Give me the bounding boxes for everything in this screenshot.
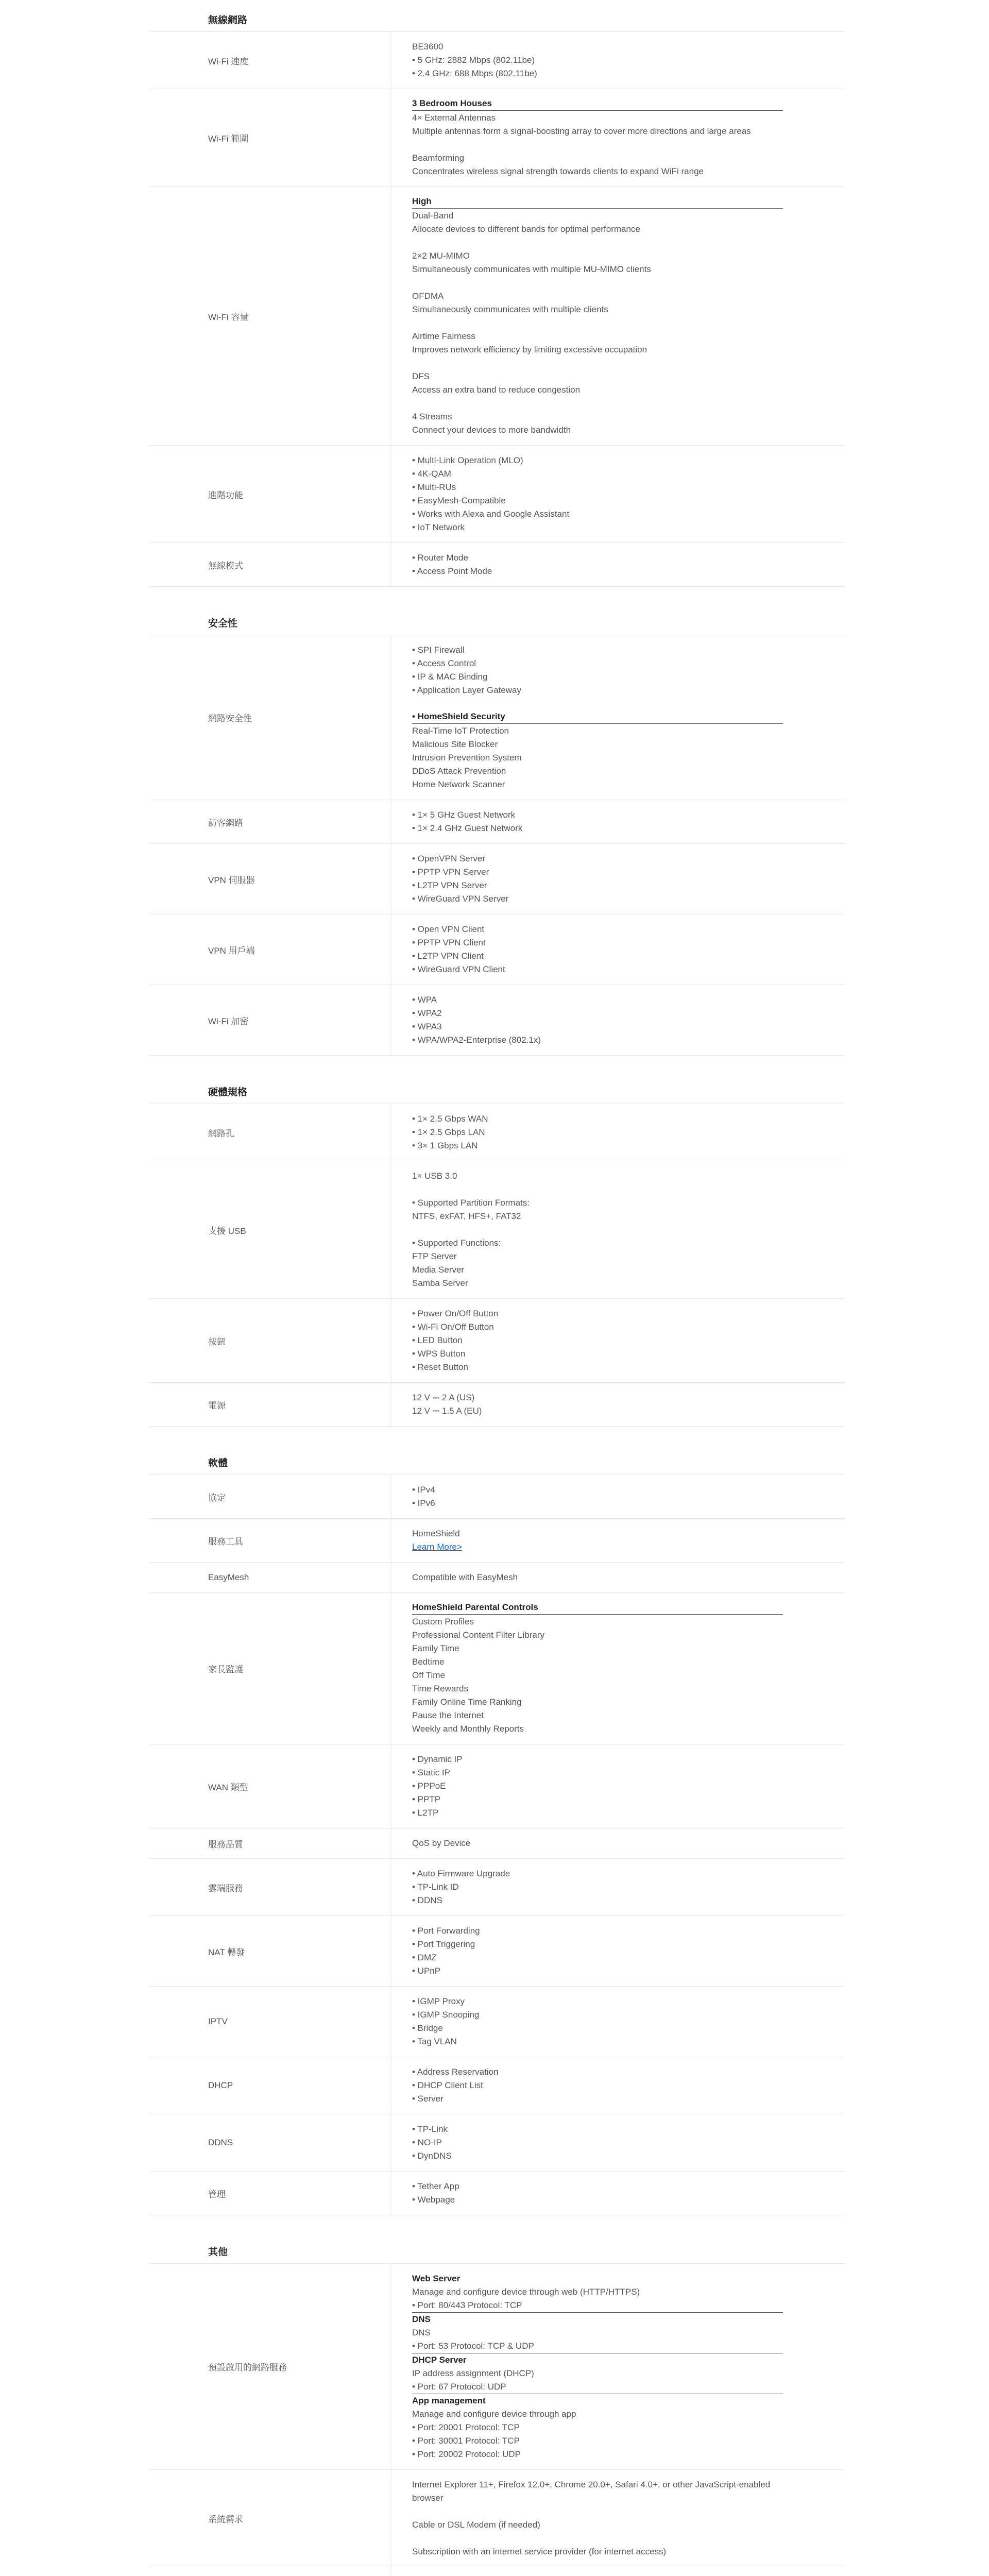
spec-row bbox=[149, 1593, 845, 1744]
spec-label: VPN 伺服器 bbox=[149, 844, 391, 914]
spec-value-line: Airtime Fairness bbox=[412, 331, 475, 341]
spec-value-line: • PPTP bbox=[412, 1794, 441, 1804]
section-title: 安全性 bbox=[149, 608, 845, 635]
blank-line bbox=[412, 1183, 783, 1196]
blank-line bbox=[412, 2532, 783, 2545]
spec-value bbox=[391, 1563, 845, 1592]
spec-value-line: • Address Reservation bbox=[412, 2067, 499, 2077]
spec-row bbox=[149, 914, 845, 985]
spec-value-line: • UPnP bbox=[412, 1966, 441, 1976]
spec-label: 協定 bbox=[149, 1475, 391, 1518]
spec-value bbox=[391, 1299, 845, 1382]
spec-row bbox=[149, 800, 845, 844]
spec-row bbox=[149, 844, 845, 914]
spec-value-line: • PPTP VPN Server bbox=[412, 867, 489, 877]
spec-value-line: Access an extra band to reduce congestion bbox=[412, 385, 581, 395]
spec-value-line: • 1× 2.5 Gbps WAN bbox=[412, 1114, 488, 1124]
spec-value bbox=[391, 844, 845, 914]
spec-label: VPN 用戶端 bbox=[149, 914, 391, 985]
spec-label: 無線模式 bbox=[149, 543, 391, 586]
spec-value-line: • Supported Functions: bbox=[412, 1238, 501, 1248]
blank-line bbox=[412, 236, 783, 249]
spec-value-line: NTFS, exFAT, HFS+, FAT32 bbox=[412, 1211, 521, 1221]
spec-value bbox=[391, 2567, 845, 2576]
spec-value-line: • Supported Partition Formats: bbox=[412, 1198, 530, 1208]
spec-value-line: • Access Control bbox=[412, 658, 476, 668]
spec-value-line: Weekly and Monthly Reports bbox=[412, 1724, 524, 1734]
spec-row bbox=[149, 1916, 845, 1987]
spec-value bbox=[391, 1475, 845, 1518]
spec-value-line: • Server bbox=[412, 2094, 444, 2104]
spec-row bbox=[149, 543, 845, 587]
spec-value bbox=[391, 800, 845, 843]
spec-value-line: • LED Button bbox=[412, 1335, 463, 1345]
section-title: 無線網路 bbox=[149, 5, 845, 32]
spec-value-line: FTP Server bbox=[412, 1251, 457, 1261]
spec-value-line: • Bridge bbox=[412, 2023, 443, 2033]
spec-label: WAN 類型 bbox=[149, 1744, 391, 1828]
spec-label: 電源 bbox=[149, 1383, 391, 1426]
spec-value bbox=[391, 2172, 845, 2215]
spec-value-line: • TP-Link ID bbox=[412, 1882, 459, 1892]
blank-line bbox=[412, 316, 783, 330]
blank-line bbox=[412, 357, 783, 370]
spec-value-line: • DDNS bbox=[412, 1895, 442, 1905]
spec-value-line: DNS bbox=[412, 2328, 431, 2337]
spec-row bbox=[149, 2057, 845, 2114]
value-heading: High bbox=[412, 195, 783, 209]
spec-value-line: • Multi-RUs bbox=[412, 482, 456, 492]
spec-value-line: Allocate devices to different bands for optimal performance bbox=[412, 224, 640, 234]
spec-value-line: • PPTP VPN Client bbox=[412, 938, 486, 947]
value-heading: App management bbox=[412, 2396, 486, 2405]
spec-label: 按鈕 bbox=[149, 1299, 391, 1382]
spec-value bbox=[391, 2264, 845, 2469]
spec-value-line: • OpenVPN Server bbox=[412, 854, 486, 863]
spec-value-line: Family Time bbox=[412, 1643, 459, 1653]
spec-value bbox=[391, 1104, 845, 1161]
spec-value-line: 2×2 MU-MIMO bbox=[412, 251, 470, 261]
spec-value-line: Time Rewards bbox=[412, 1684, 468, 1693]
value-heading: Web Server bbox=[412, 2274, 461, 2283]
spec-row bbox=[149, 1859, 845, 1916]
value-heading: DNS bbox=[412, 2314, 431, 2324]
spec-row bbox=[149, 2567, 845, 2576]
spec-row bbox=[149, 1475, 845, 1519]
spec-label: DHCP bbox=[149, 2057, 391, 2114]
spec-value-line: • Application Layer Gateway bbox=[412, 685, 521, 695]
spec-value-line: • Port: 67 Protocol: UDP bbox=[412, 2380, 783, 2394]
spec-value-line: • EasyMesh-Compatible bbox=[412, 496, 506, 505]
spec-value-line: 4 Streams bbox=[412, 412, 452, 421]
spec-value-line: • WireGuard VPN Client bbox=[412, 964, 505, 974]
spec-value-line: • Port: 20001 Protocol: TCP bbox=[412, 2422, 520, 2432]
spec-value bbox=[391, 1828, 845, 1858]
spec-row bbox=[149, 1299, 845, 1383]
spec-value-line: • Port: 20002 Protocol: UDP bbox=[412, 2449, 521, 2459]
spec-value-line: Malicious Site Blocker bbox=[412, 739, 498, 749]
spec-value-line: Improves network efficiency by limiting excessive occupation bbox=[412, 345, 647, 354]
spec-label: 系統需求 bbox=[149, 2470, 391, 2567]
blank-line bbox=[412, 1223, 783, 1236]
spec-value-line: • Router Mode bbox=[412, 553, 468, 563]
value-heading: HomeShield Parental Controls bbox=[412, 1601, 783, 1615]
spec-value-line: • IPv4 bbox=[412, 1485, 435, 1495]
spec-row bbox=[149, 1519, 845, 1563]
spec-label: 雲端服務 bbox=[149, 1859, 391, 1916]
spec-value-line: • WPA2 bbox=[412, 1008, 442, 1018]
spec-label: 預設啟用的網路服務 bbox=[149, 2264, 391, 2469]
spec-value bbox=[391, 2057, 845, 2114]
spec-value-line: • Port Forwarding bbox=[412, 1926, 480, 1936]
spec-value-line: • SPI Firewall bbox=[412, 645, 465, 655]
spec-value-line: • Port: 30001 Protocol: TCP bbox=[412, 2436, 520, 2446]
spec-row bbox=[149, 32, 845, 89]
blank-line bbox=[412, 697, 783, 710]
spec-row bbox=[149, 446, 845, 543]
spec-row bbox=[149, 89, 845, 187]
spec-value-line bbox=[412, 2575, 783, 2576]
spec-value bbox=[391, 1916, 845, 1986]
spec-value bbox=[391, 446, 845, 543]
spec-value-line: Simultaneously communicates with multiple MU-MIMO clients bbox=[412, 264, 651, 274]
spec-value-line: Subscription with an internet service provider (for internet access) bbox=[412, 2547, 667, 2556]
spec-value-line: IP address assignment (DHCP) bbox=[412, 2368, 534, 2378]
spec-value-line: Real-Time IoT Protection bbox=[412, 726, 509, 736]
spec-value bbox=[391, 1593, 845, 1744]
spec-value-line: Beamforming bbox=[412, 153, 465, 163]
spec-value-line: Manage and configure device through web (HTTP/HTTPS) bbox=[412, 2287, 640, 2297]
spec-label: 網路安全性 bbox=[149, 635, 391, 800]
spec-value-line: Home Network Scanner bbox=[412, 779, 505, 789]
spec-value-line: Intrusion Prevention System bbox=[412, 753, 522, 762]
spec-label: 訪客網路 bbox=[149, 800, 391, 843]
spec-value-line: QoS by Device bbox=[412, 1838, 471, 1848]
spec-value-line: • IP & MAC Binding bbox=[412, 672, 488, 682]
spec-value-line: Manage and configure device through app bbox=[412, 2409, 576, 2419]
spec-value bbox=[391, 1987, 845, 2057]
spec-label: DDNS bbox=[149, 2114, 391, 2171]
spec-value-line: • WPA bbox=[412, 995, 437, 1005]
spec-row bbox=[149, 1104, 845, 1161]
spec-label: 管理 bbox=[149, 2172, 391, 2215]
spec-value bbox=[391, 2114, 845, 2171]
spec-row bbox=[149, 1383, 845, 1427]
section-title: 硬體規格 bbox=[149, 1077, 845, 1104]
section-title: 其他 bbox=[149, 2237, 845, 2264]
spec-value-line: • 5 GHz: 2882 Mbps (802.11be) bbox=[412, 55, 535, 65]
value-heading: • HomeShield Security bbox=[412, 710, 783, 724]
spec-section bbox=[149, 1077, 845, 1427]
spec-value-line: • IGMP Snooping bbox=[412, 2010, 480, 2020]
spec-label: 進階功能 bbox=[149, 446, 391, 543]
spec-section bbox=[149, 1448, 845, 2215]
spec-label: Wi-Fi 容量 bbox=[149, 187, 391, 445]
spec-value-line: OFDMA bbox=[412, 291, 444, 301]
spec-value-line: Samba Server bbox=[412, 1278, 468, 1288]
blank-line bbox=[412, 2505, 783, 2518]
spec-value-line: • Tether App bbox=[412, 2181, 459, 2191]
spec-value-line: Off Time bbox=[412, 1670, 445, 1680]
spec-value-line: Concentrates wireless signal strength towards clients to expand WiFi range bbox=[412, 166, 704, 176]
spec-value-line: • WPA/WPA2-Enterprise (802.1x) bbox=[412, 1035, 541, 1045]
spec-value-line: • WPS Button bbox=[412, 1349, 466, 1359]
spec-value bbox=[391, 985, 845, 1055]
section-title: 軟體 bbox=[149, 1448, 845, 1475]
spec-row bbox=[149, 2172, 845, 2215]
spec-value-line: Bedtime bbox=[412, 1657, 445, 1667]
spec-label: Wi-Fi 速度 bbox=[149, 32, 391, 89]
spec-value bbox=[391, 1859, 845, 1916]
spec-value-line: • Webpage bbox=[412, 2195, 455, 2205]
spec-value-line: • Power On/Off Button bbox=[412, 1309, 499, 1318]
spec-section bbox=[149, 608, 845, 1056]
spec-label: 服務工具 bbox=[149, 1519, 391, 1562]
spec-label bbox=[149, 2567, 391, 2576]
spec-value-line: • Port: 53 Protocol: TCP & UDP bbox=[412, 2340, 783, 2353]
spec-row bbox=[149, 1828, 845, 1859]
spec-label: Wi-Fi 加密 bbox=[149, 985, 391, 1055]
spec-section bbox=[149, 2237, 845, 2576]
spec-value-line: • Dynamic IP bbox=[412, 1754, 463, 1764]
spec-row bbox=[149, 2470, 845, 2567]
spec-value-line: Compatible with EasyMesh bbox=[412, 1572, 518, 1582]
spec-value-line: • IGMP Proxy bbox=[412, 1996, 465, 2006]
spec-value-line: • 1× 2.5 Gbps LAN bbox=[412, 1127, 485, 1137]
spec-value-line: • Access Point Mode bbox=[412, 566, 492, 576]
spec-value-line: Internet Explorer 11+, Firefox 12.0+, Chrome 20.0+, Safari 4.0+, or other JavaScript-enabled bbox=[412, 2480, 771, 2489]
spec-value-line: • L2TP VPN Client bbox=[412, 951, 484, 961]
spec-value-line: DDoS Attack Prevention bbox=[412, 766, 506, 776]
spec-label: IPTV bbox=[149, 1987, 391, 2057]
blank-line bbox=[412, 138, 783, 151]
spec-value-line: • WPA3 bbox=[412, 1022, 442, 1031]
spec-value bbox=[391, 914, 845, 985]
spec-value-line: • L2TP bbox=[412, 1808, 439, 1818]
spec-value-line: Cable or DSL Modem (if needed) bbox=[412, 2520, 540, 2530]
spec-value-line: • Multi-Link Operation (MLO) bbox=[412, 455, 523, 465]
spec-row bbox=[149, 1744, 845, 1828]
spec-label: 服務品質 bbox=[149, 1828, 391, 1858]
spec-value-line: • 1× 2.4 GHz Guest Network bbox=[412, 823, 523, 833]
spec-value-line: Multiple antennas form a signal-boosting array to cover more directions and large areas bbox=[412, 126, 751, 136]
spec-label: 支援 USB bbox=[149, 1161, 391, 1298]
spec-value-line: • 1× 5 GHz Guest Network bbox=[412, 810, 516, 820]
spec-value bbox=[391, 1519, 845, 1562]
spec-value bbox=[391, 89, 845, 187]
spec-value-line: • DynDNS bbox=[412, 2151, 452, 2161]
spec-value bbox=[391, 543, 845, 586]
spec-value-line: Custom Profiles bbox=[412, 1617, 474, 1626]
blank-line bbox=[412, 276, 783, 290]
spec-value-line: • WireGuard VPN Server bbox=[412, 894, 509, 904]
spec-value bbox=[391, 1161, 845, 1298]
spec-value-line: Simultaneously communicates with multiple clients bbox=[412, 304, 608, 314]
spec-section bbox=[149, 5, 845, 587]
spec-row bbox=[149, 2114, 845, 2172]
spec-value-line: • L2TP VPN Server bbox=[412, 880, 487, 890]
spec-value bbox=[391, 1383, 845, 1426]
spec-value-line: Connect your devices to more bandwidth bbox=[412, 425, 571, 435]
spec-row bbox=[149, 1987, 845, 2057]
spec-row bbox=[149, 985, 845, 1056]
spec-value-line: • Reset Button bbox=[412, 1362, 468, 1372]
spec-value-line: • IoT Network bbox=[412, 522, 465, 532]
spec-label: 家長監護 bbox=[149, 1593, 391, 1744]
spec-value-line: • Works with Alexa and Google Assistant bbox=[412, 509, 570, 519]
spec-value-line: • DMZ bbox=[412, 1953, 437, 1962]
spec-value-line: • 2.4 GHz: 688 Mbps (802.11be) bbox=[412, 69, 537, 78]
spec-value-line: browser bbox=[412, 2493, 444, 2503]
spec-table bbox=[149, 0, 845, 2576]
spec-row bbox=[149, 187, 845, 446]
spec-value-line: • IPv6 bbox=[412, 1498, 435, 1508]
spec-value-line: • Port Triggering bbox=[412, 1939, 475, 1949]
spec-label: EasyMesh bbox=[149, 1563, 391, 1592]
spec-value bbox=[391, 187, 845, 445]
spec-row bbox=[149, 1161, 845, 1299]
spec-label: 網路孔 bbox=[149, 1104, 391, 1161]
spec-value-line: • 3× 1 Gbps LAN bbox=[412, 1141, 478, 1150]
spec-value-line: 12 V ⎓ 1.5 A (EU) bbox=[412, 1406, 482, 1416]
spec-row bbox=[149, 2264, 845, 2470]
spec-value-line: Family Online Time Ranking bbox=[412, 1697, 522, 1707]
spec-label: NAT 轉發 bbox=[149, 1916, 391, 1986]
spec-value bbox=[391, 2470, 845, 2567]
spec-value-line: • Tag VLAN bbox=[412, 2037, 457, 2046]
spec-value-line: 4× External Antennas bbox=[412, 113, 496, 123]
blank-line bbox=[412, 397, 783, 410]
spec-value-line: Pause the Internet bbox=[412, 1710, 484, 1720]
spec-value bbox=[391, 1744, 845, 1828]
spec-value-line: Professional Content Filter Library bbox=[412, 1630, 545, 1640]
spec-value-line: • Static IP bbox=[412, 1768, 450, 1777]
spec-value-line: • Port: 80/443 Protocol: TCP bbox=[412, 2299, 783, 2313]
spec-value-line: • DHCP Client List bbox=[412, 2080, 483, 2090]
value-heading: DHCP Server bbox=[412, 2355, 467, 2365]
spec-value-line: Media Server bbox=[412, 1265, 465, 1275]
learn-more-link[interactable]: Learn More> bbox=[412, 1542, 462, 1552]
spec-value-line: 12 V ⎓ 2 A (US) bbox=[412, 1393, 475, 1402]
spec-value-line: • Open VPN Client bbox=[412, 924, 485, 934]
spec-value-line: Dual-Band bbox=[412, 211, 454, 221]
spec-value-line: • NO-IP bbox=[412, 2138, 442, 2147]
value-heading: 3 Bedroom Houses bbox=[412, 97, 783, 111]
spec-value-line: 1× USB 3.0 bbox=[412, 1171, 457, 1181]
spec-value-line: DFS bbox=[412, 371, 430, 381]
spec-value-line: • 4K-QAM bbox=[412, 469, 451, 479]
spec-label: Wi-Fi 範圍 bbox=[149, 89, 391, 187]
spec-value-line: BE3600 bbox=[412, 42, 444, 52]
spec-row bbox=[149, 635, 845, 800]
spec-value bbox=[391, 32, 845, 89]
spec-value bbox=[391, 635, 845, 800]
spec-row bbox=[149, 1563, 845, 1593]
spec-value-line: • Auto Firmware Upgrade bbox=[412, 1869, 510, 1878]
spec-value-line: • TP-Link bbox=[412, 2124, 448, 2134]
spec-value-line: HomeShield bbox=[412, 1529, 460, 1538]
spec-value-line: • PPPoE bbox=[412, 1781, 446, 1791]
spec-value-line: • Wi-Fi On/Off Button bbox=[412, 1322, 494, 1332]
